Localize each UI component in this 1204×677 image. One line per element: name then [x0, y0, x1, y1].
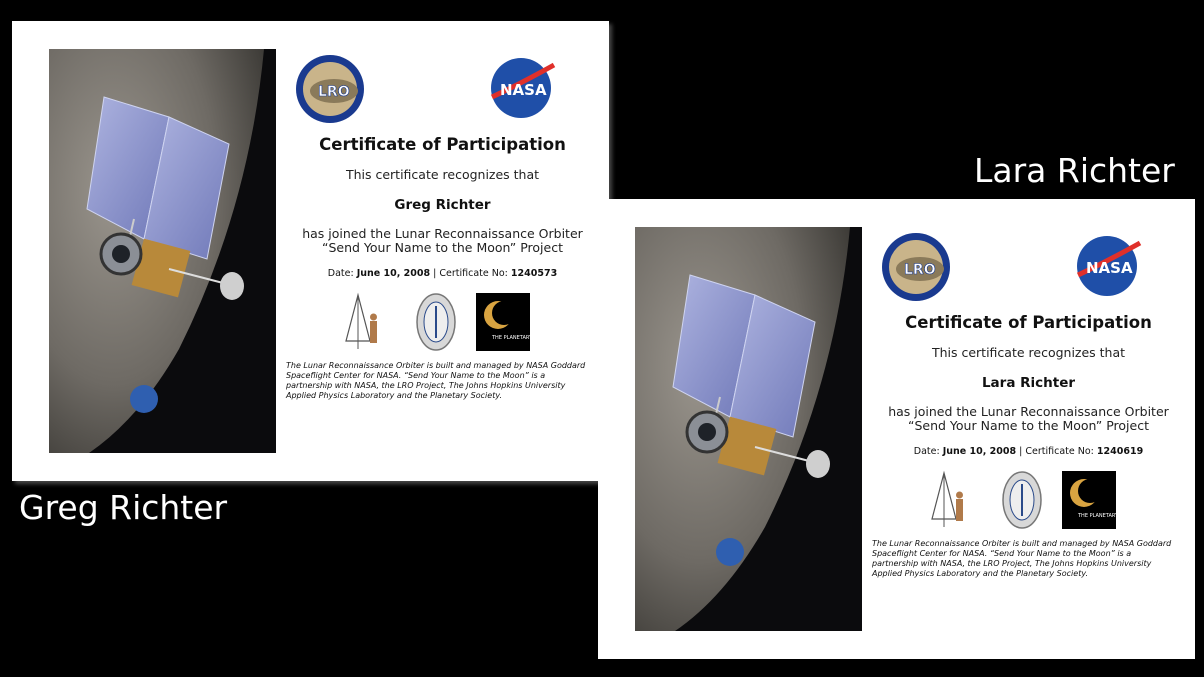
lro-spacecraft-image — [49, 49, 276, 453]
date-value: June 10, 2008 — [356, 268, 431, 279]
lro-logo-icon — [294, 53, 366, 125]
svg-text:NASA: NASA — [1086, 259, 1133, 277]
partner-logos — [336, 291, 576, 353]
partner-logos — [922, 469, 1162, 531]
svg-text:LRO: LRO — [904, 262, 936, 278]
certificate-number-label: Certificate No: — [1025, 446, 1094, 457]
date-label: Date: — [327, 268, 354, 279]
joined-text — [862, 405, 1195, 433]
certificate-body — [862, 199, 1195, 659]
certificate-number: 1240619 — [1096, 446, 1144, 457]
jhu-seal-icon — [1003, 472, 1041, 528]
lro-logo-icon — [880, 231, 952, 303]
fine-print: The Lunar Reconnaissance Orbiter is built and managed by NASA Goddard Spaceflight Center for NASA. “Send Your Name to the Moon” is a partnership with NASA, the LRO Project, The Johns Hopkins University Applied Physics Laboratory and the Planetary Society. — [872, 539, 1172, 578]
nasa-logo-icon — [1074, 235, 1142, 297]
apl-rocket-icon — [346, 295, 377, 349]
joined-line-1: has joined the Lunar Reconnaissance Orbiter — [302, 226, 583, 241]
separator: | — [1019, 446, 1023, 457]
recognizes-text: This certificate recognizes that — [931, 345, 1126, 360]
date-line — [276, 268, 609, 279]
lro-spacecraft-image — [635, 227, 862, 631]
planetary-society-logo-icon — [476, 293, 556, 351]
certificate-greg — [12, 21, 609, 481]
certificate-body — [276, 21, 609, 481]
date-line — [862, 446, 1195, 457]
fine-print: The Lunar Reconnaissance Orbiter is built and managed by NASA Goddard Spaceflight Center for NASA. “Send Your Name to the Moon” is a partnership with NASA, the LRO Project, The Johns Hopkins University Applied Physics Laboratory and the Planetary Society. — [286, 361, 586, 400]
certificate-title: Certificate of Participation — [905, 313, 1152, 332]
recipient-name: Greg Richter — [394, 197, 491, 213]
joined-text — [276, 227, 609, 255]
svg-text:LRO: LRO — [318, 84, 350, 100]
planetary-society-logo-icon — [1062, 471, 1142, 529]
certificate-number-label: Certificate No: — [439, 268, 508, 279]
caption-lara: Lara Richter — [974, 151, 1175, 190]
svg-text:THE PLANETARY SOCIETY: THE PLANETARY SOCIETY — [1078, 513, 1142, 519]
svg-text:NASA: NASA — [500, 81, 547, 99]
joined-line-2: “Send Your Name to the Moon” Project — [908, 418, 1149, 433]
certificate-title: Certificate of Participation — [319, 135, 566, 154]
recipient-name: Lara Richter — [981, 375, 1076, 391]
separator: | — [433, 268, 437, 279]
nasa-logo-icon — [488, 57, 556, 119]
jhu-seal-icon — [417, 294, 455, 350]
certificate-number: 1240573 — [510, 268, 558, 279]
recognizes-text: This certificate recognizes that — [345, 167, 540, 182]
certificate-lara — [598, 199, 1195, 659]
joined-line-1: has joined the Lunar Reconnaissance Orbiter — [888, 404, 1169, 419]
joined-line-2: “Send Your Name to the Moon” Project — [322, 240, 563, 255]
date-label: Date: — [913, 446, 940, 457]
apl-rocket-icon — [932, 473, 963, 527]
svg-text:THE PLANETARY SOCIETY: THE PLANETARY SOCIETY — [492, 335, 556, 341]
caption-greg: Greg Richter — [19, 488, 228, 527]
date-value: June 10, 2008 — [942, 446, 1017, 457]
